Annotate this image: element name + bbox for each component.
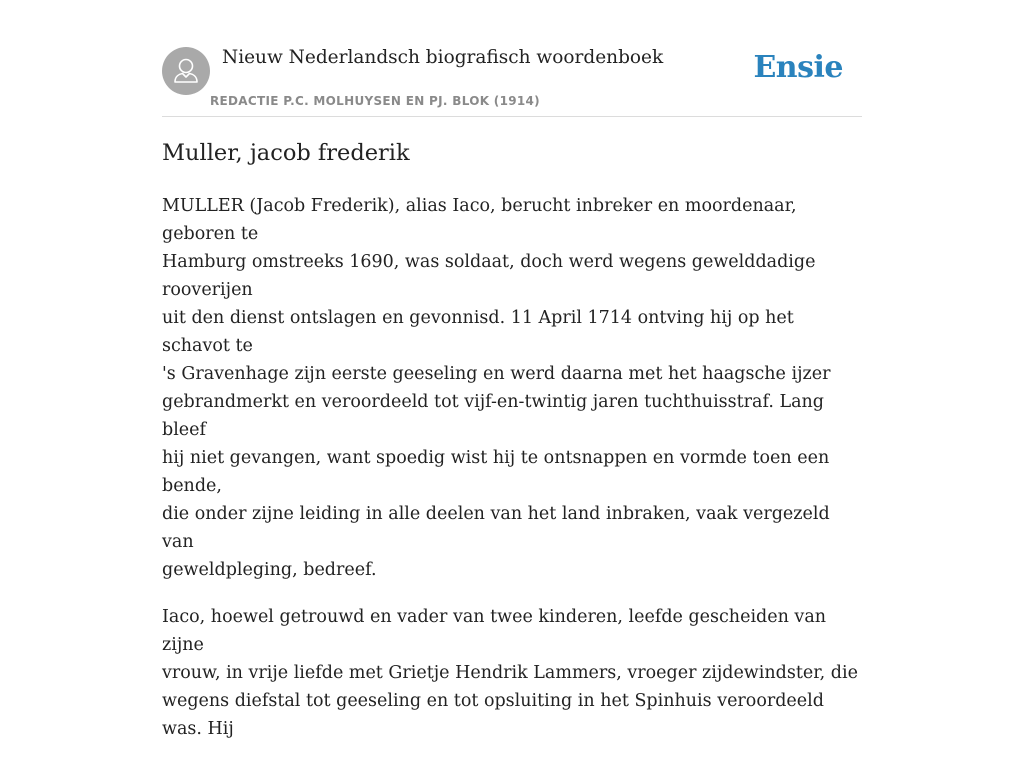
entry-paragraph: Iaco, hoewel getrouwd en vader van twee kinderen, leefde gescheiden van zijne vrouw, in vrije liefde met Grietje Hendrik Lammers, vroeger zijdewindster, die wegens diefstal tot geeseling en tot opsluiting in het Spinhuis veroordeeld was. Hij	[162, 607, 858, 739]
source-title[interactable]: Nieuw Nederlandsch biografisch woordenboek	[222, 47, 664, 68]
user-silhouette-icon	[162, 47, 210, 95]
entry-content	[162, 192, 862, 762]
entry-paragraph: MULLER (Jacob Frederik), alias Iaco, berucht inbreker en moordenaar, geboren te Hamburg omstreeks 1690, was soldaat, doch werd wegens gewelddadige rooverijen uit den dienst ontslagen en gevonnisd. 11 April 1714 ontving hij op het schavot te 's Gravenhage zijn eerste geeseling en werd daarna met het haagsche ijzer gebrandmerkt en veroordeeld tot vijf-en-twintig jaren tuchthuisstraf. Lang bleef hij niet gevangen, want spoedig wist hij te ontsnappen en vormde toen een bende, die onder zijne leiding in alle deelen van het land inbraken, vaak vergezeld van geweldpleging, bedreef.	[162, 196, 831, 580]
entry-title: Muller, jacob frederik	[162, 140, 410, 166]
source-editors: REDACTIE P.C. MOLHUYSEN EN PJ. BLOK (1914)	[210, 94, 540, 108]
source-header	[162, 44, 862, 117]
ensie-logo[interactable]: Ensie	[753, 50, 843, 85]
